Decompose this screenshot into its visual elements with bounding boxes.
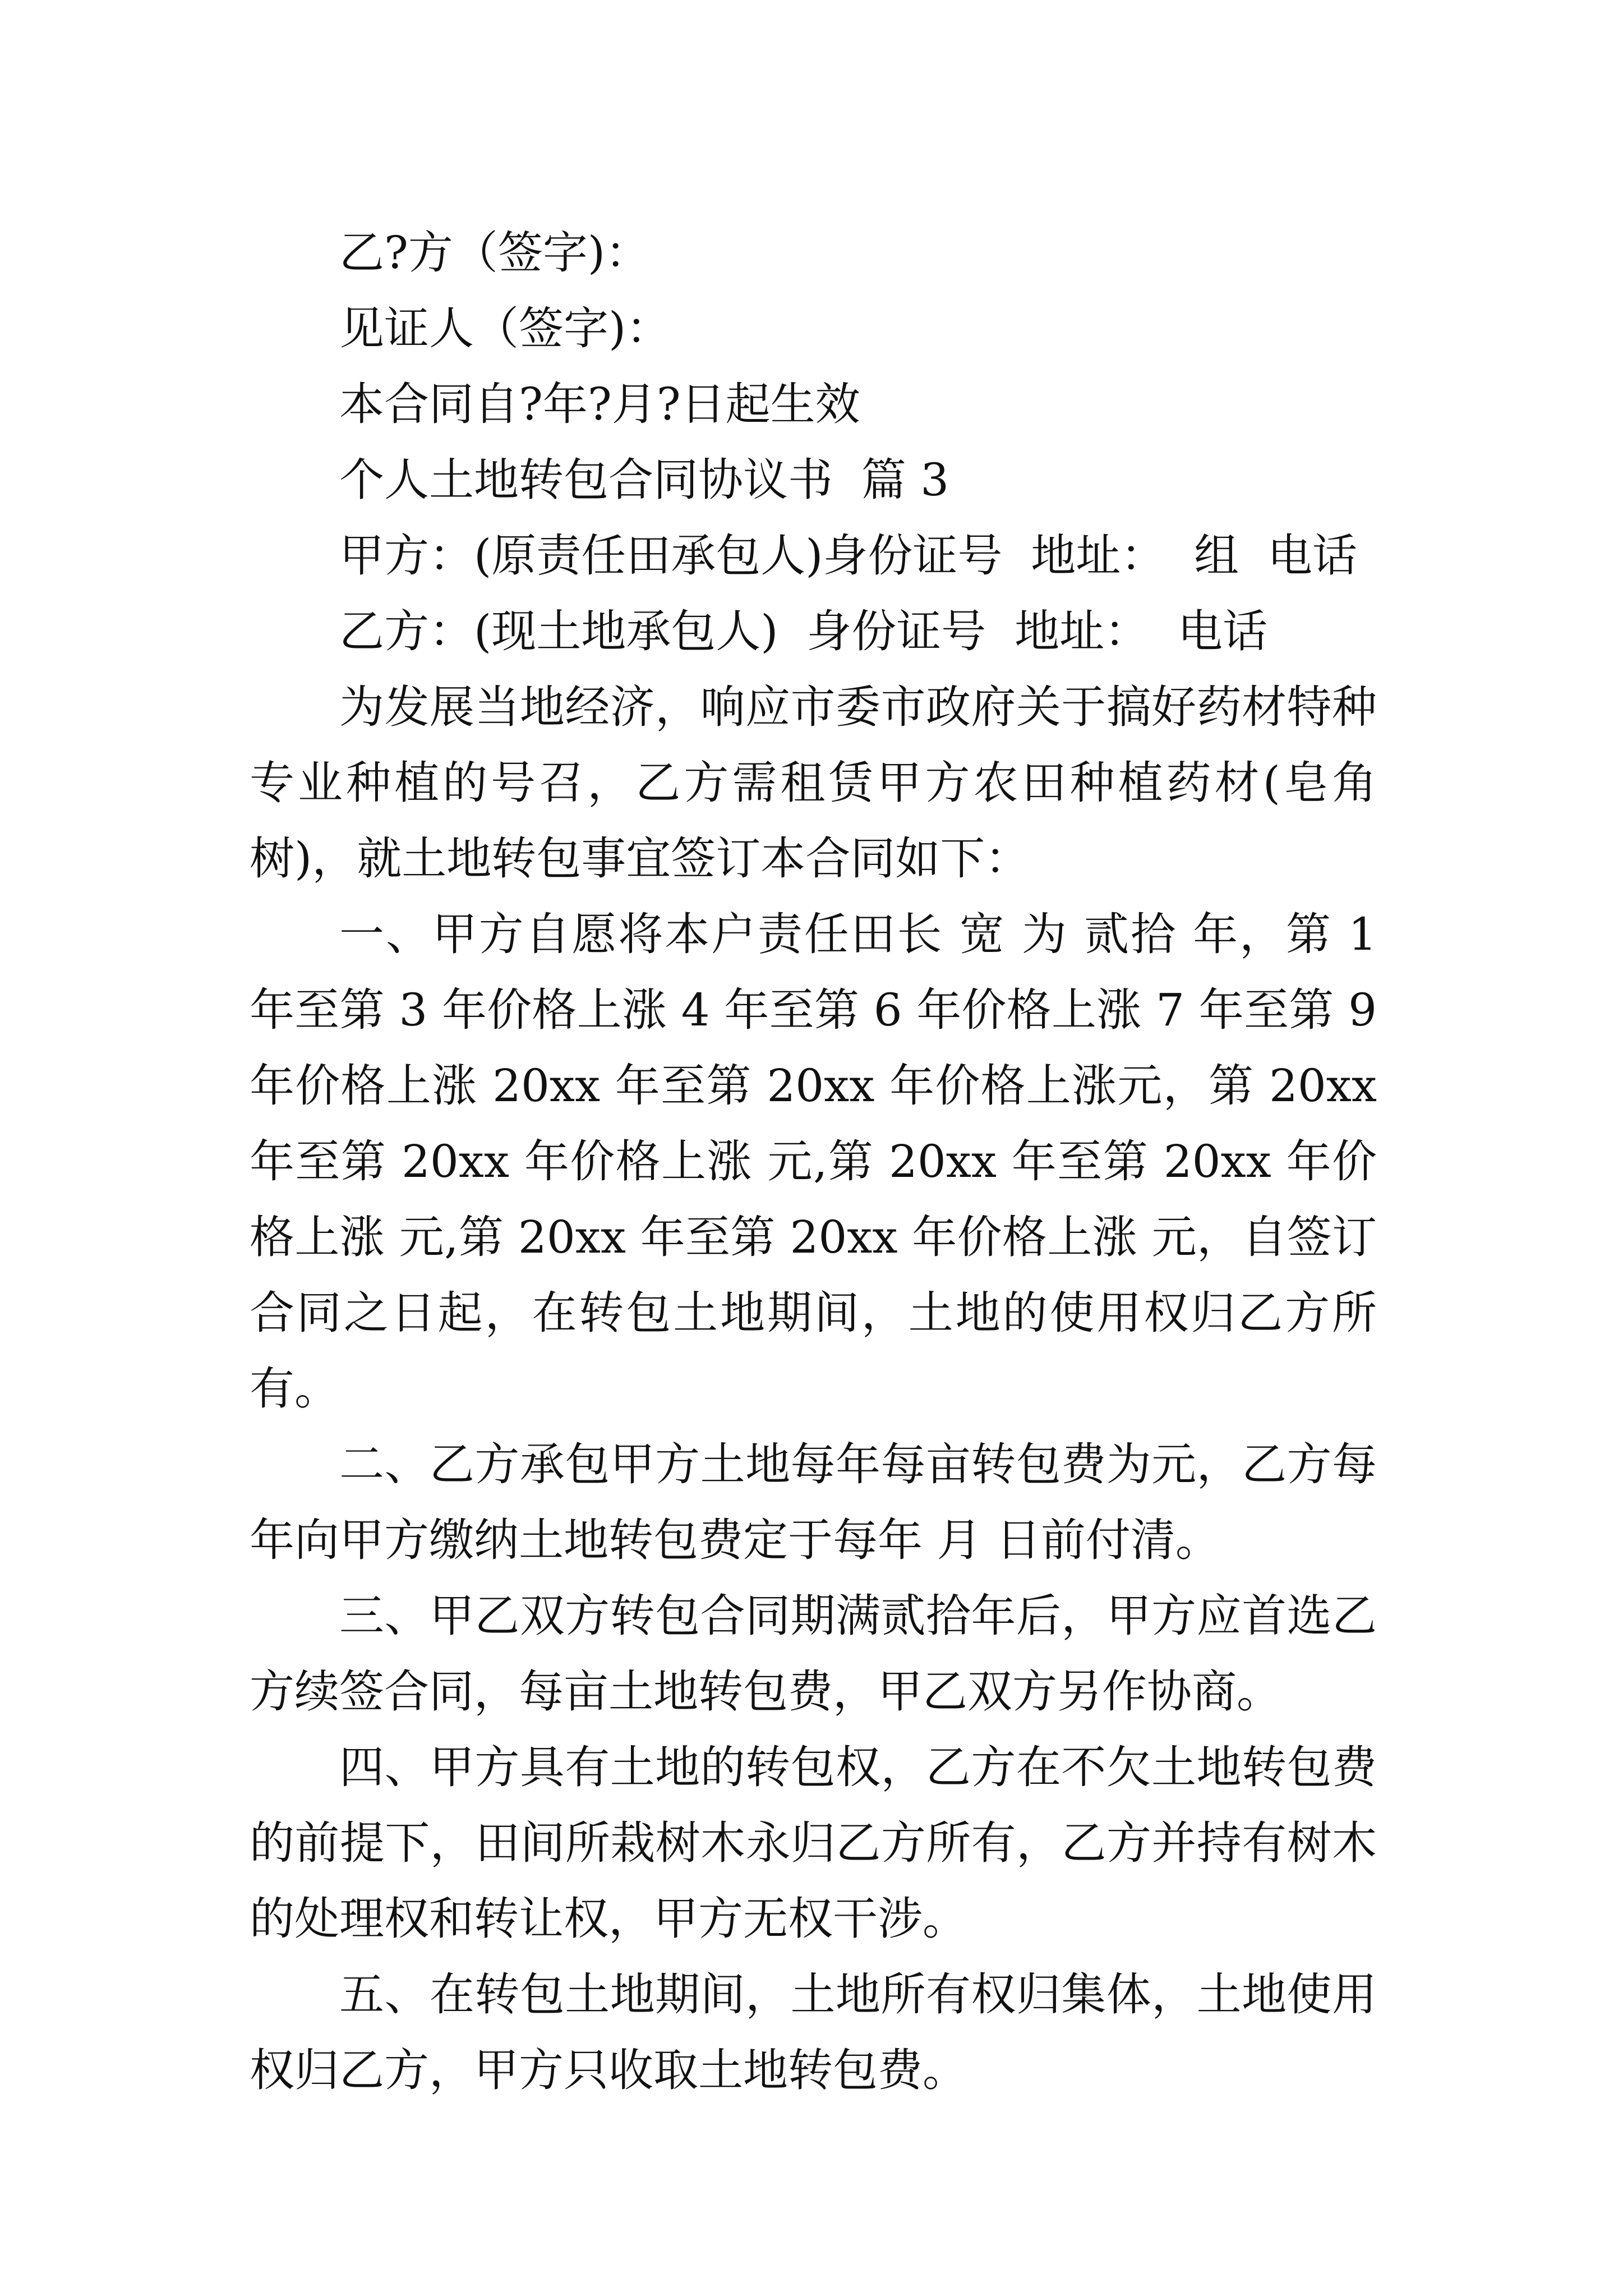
clause-1-paragraph: 一、甲方自愿将本户责任田长 宽 为 贰拾 年，第 1 年至第 3 年价格上涨 4 年至第 6 年价格上涨 7 年至第 9 年价格上涨 20xx 年至第 20xx 年价格上涨元，第 20xx 年至第 20xx 年价格上涨 元,第 20xx 年至第 20xx 年价格上涨 元,第 20xx 年至第 20xx 年价格上涨 元，自签订合同之日起，在转包土地期间，土地的使用权归乙方所有。 xyxy=(250,908,1377,1415)
clause-2-paragraph: 二、乙方承包甲方土地每年每亩转包费为元，乙方每年向甲方缴纳土地转包费定于每年 月 日前付清。 xyxy=(250,1438,1377,1566)
party-b-signature-line: 乙?方（签字)： xyxy=(339,227,651,279)
clause-3-paragraph: 三、甲乙双方转包合同期满贰拾年后，甲方应首选乙方续签合同，每亩土地转包费，甲乙双方另作协商。 xyxy=(250,1590,1377,1718)
witness-signature-line: 见证人（签字)： xyxy=(339,302,671,355)
party-b-info-line: 乙方：(现土地承包人) 身份证号 地址： 电话 xyxy=(339,605,1267,657)
document-body xyxy=(250,215,1377,2108)
party-a-info-line: 甲方：(原责任田承包人)身份证号 地址： 组 电话 xyxy=(339,530,1357,582)
clause-4-paragraph: 四、甲方具有土地的转包权，乙方在不欠土地转包费的前提下，田间所栽树木永归乙方所有，乙方并持有树木的处理权和转让权，甲方无权干涉。 xyxy=(250,1741,1377,1945)
section-title: 个人土地转包合同协议书 篇 3 xyxy=(339,454,949,506)
effective-date-line: 本合同自?年?月?日起生效 xyxy=(339,378,860,430)
clause-5-paragraph: 五、在转包土地期间，土地所有权归集体，土地使用权归乙方，甲方只收取土地转包费。 xyxy=(250,1968,1377,2096)
preamble-paragraph: 为发展当地经济，响应市委市政府关于搞好药材特种专业种植的号召，乙方需租赁甲方农田种植药材(皂角树)，就土地转包事宜签订本合同如下： xyxy=(250,681,1377,885)
